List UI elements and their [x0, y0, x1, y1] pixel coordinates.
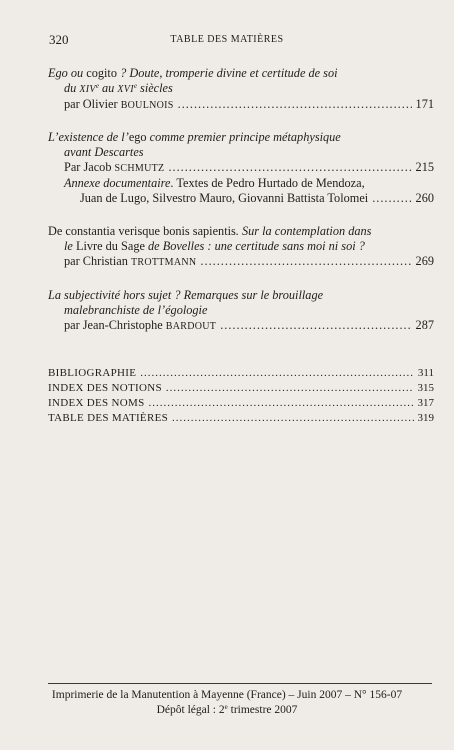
- entry-title-line: malebranchiste de l’égologie: [64, 303, 208, 317]
- entry-title-line: du XIVe au XVIe siècles: [64, 81, 173, 95]
- dot-leader: [372, 191, 411, 206]
- entry-title-line: La subjectivité hors sujet ? Remarques sur le brouillage: [48, 288, 324, 302]
- back-matter-label: BIBLIOGRAPHIE: [48, 367, 137, 379]
- dot-leader: [220, 318, 411, 333]
- back-matter-list: [48, 366, 434, 426]
- entry-title-line: L’existence de l’ego comme premier principe métaphysique: [48, 130, 341, 144]
- entry-page-number: 171: [415, 97, 434, 111]
- colophon-printer-line: Imprimerie de la Manutention à Mayenne (France) – Juin 2007 – N° 156-07: [51, 689, 403, 701]
- back-matter-item[interactable]: [48, 396, 434, 411]
- running-head: TABLE DES MATIÈRES: [170, 34, 284, 45]
- printer-colophon: [0, 688, 454, 718]
- annex-authors: Juan de Lugo, Silvestro Mauro, Giovanni Battista Tolomei: [80, 191, 369, 205]
- back-matter-label: INDEX DES NOTIONS: [48, 382, 162, 394]
- annex-page-number: 260: [415, 191, 434, 205]
- back-matter-item[interactable]: [48, 381, 434, 396]
- back-matter-label: TABLE DES MATIÈRES: [48, 412, 169, 424]
- dot-leader: [166, 381, 414, 396]
- toc-entry: [48, 130, 434, 206]
- annex-title-line: Annexe documentaire. Textes de Pedro Hurtado de Mendoza,: [64, 176, 365, 190]
- page-number: 320: [49, 32, 69, 47]
- entry-author-row[interactable]: [48, 254, 434, 270]
- footer-rule: [48, 683, 432, 684]
- back-matter-page: 311: [417, 367, 434, 379]
- annex-row[interactable]: [48, 191, 434, 206]
- entry-author: par Jean-Christophe BARDOUT: [64, 318, 217, 332]
- entry-title-line: De constantia verisque bonis sapientis. Sur la contemplation dans: [48, 224, 372, 238]
- toc-entry: [48, 288, 434, 334]
- back-matter-page: 315: [417, 382, 434, 394]
- entry-page-number: 215: [415, 160, 434, 174]
- back-matter-item[interactable]: [48, 366, 434, 381]
- entry-title-line: le Livre du Sage de Bovelles : une certitude sans moi ni soi ?: [64, 239, 365, 253]
- entry-title-line: avant Descartes: [64, 145, 144, 159]
- entry-author-row[interactable]: [48, 318, 434, 334]
- dot-leader: [148, 396, 413, 411]
- dot-leader: [168, 160, 411, 175]
- dot-leader: [200, 254, 411, 269]
- dot-leader: [172, 411, 413, 426]
- entry-page-number: 269: [415, 254, 434, 268]
- entry-author-row[interactable]: [48, 97, 434, 113]
- entry-author: par Christian TROTTMANN: [64, 254, 197, 268]
- dot-leader: [178, 97, 412, 112]
- back-matter-item[interactable]: [48, 411, 434, 426]
- entry-author: par Olivier BOULNOIS: [64, 97, 174, 111]
- dot-leader: [140, 366, 414, 381]
- colophon-deposit-line: Dépôt légal : 2e trimestre 2007: [156, 703, 298, 716]
- toc-entry: [48, 66, 434, 113]
- entry-author: Par Jacob SCHMUTZ: [64, 160, 165, 174]
- back-matter-page: 319: [417, 412, 434, 424]
- back-matter-label: INDEX DES NOMS: [48, 397, 145, 409]
- entry-page-number: 287: [415, 318, 434, 332]
- toc-entry: [48, 224, 434, 270]
- entry-author-row[interactable]: [48, 160, 434, 176]
- back-matter-page: 317: [417, 397, 434, 409]
- entry-title-line: Ego ou cogito ? Doute, tromperie divine et certitude de soi: [48, 66, 338, 80]
